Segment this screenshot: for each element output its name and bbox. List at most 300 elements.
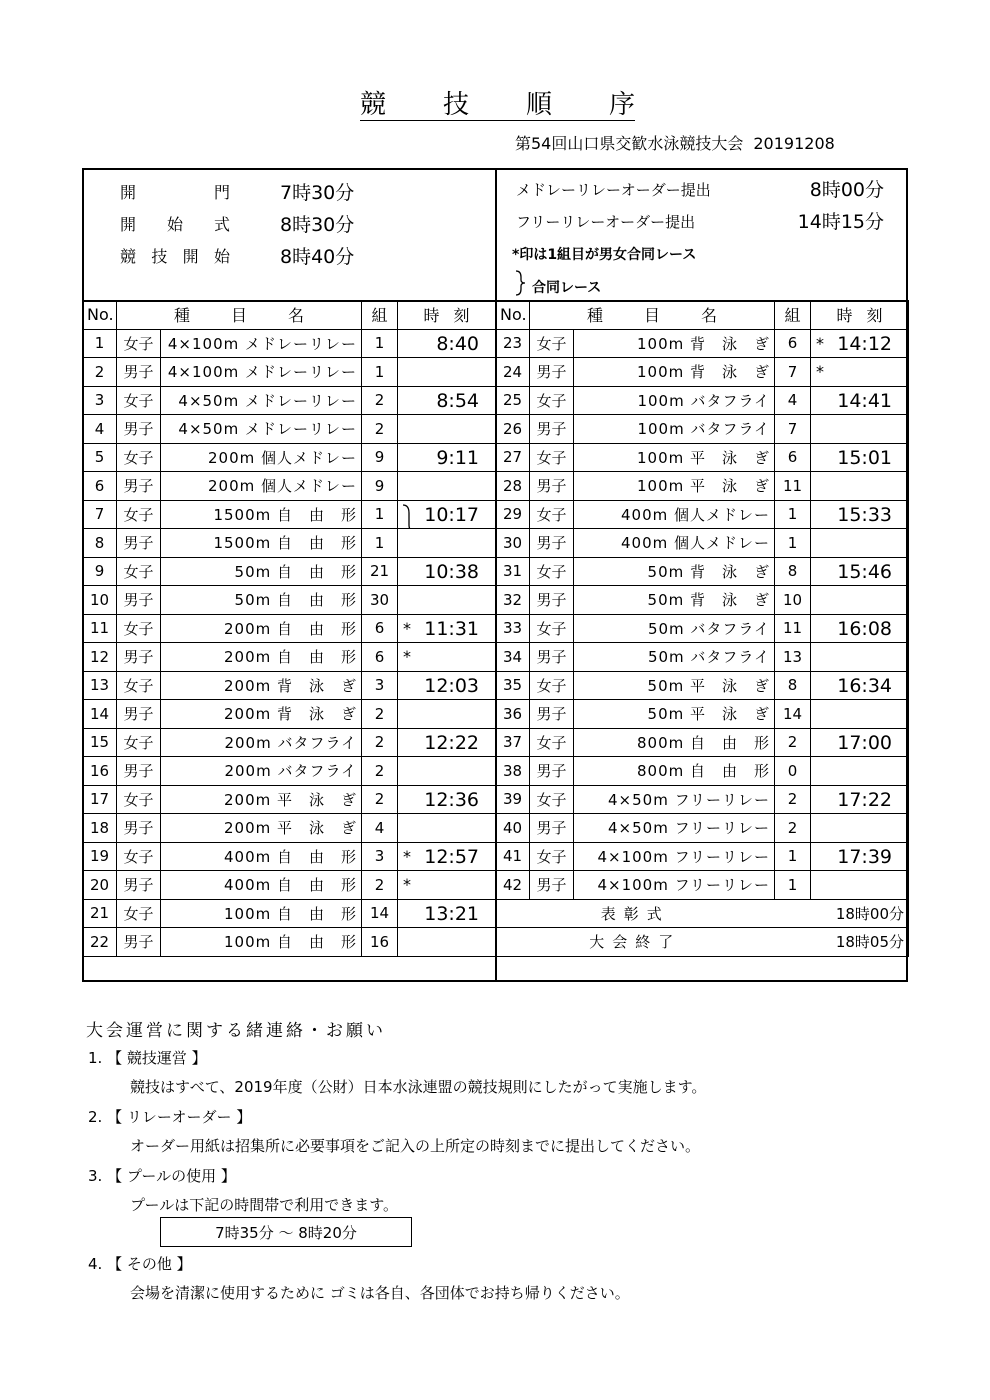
event-sex: 男子 [117, 358, 161, 387]
event-no: 20 [83, 871, 117, 900]
event-sex: 女子 [530, 443, 574, 472]
table-row [496, 586, 909, 615]
event-no: 12 [83, 643, 117, 672]
event-time-cell [398, 785, 496, 814]
event-group: 6 [362, 643, 398, 672]
table-row [496, 329, 909, 358]
event-group: 1 [775, 842, 811, 871]
event-time-cell [811, 443, 909, 472]
meet-subtitle [515, 131, 835, 154]
table-row [496, 728, 909, 757]
event-time-cell [811, 671, 909, 700]
event-time: 17:22 [837, 788, 892, 811]
event-name: 100m 自 由 形 [161, 928, 362, 957]
event-group: 1 [775, 871, 811, 900]
table-row [83, 329, 496, 358]
event-no: 19 [83, 842, 117, 871]
note-heading-1: 1. 【 競技運営 】 [88, 1049, 207, 1067]
event-time-cell [398, 614, 496, 643]
event-sex: 男子 [530, 643, 574, 672]
event-sex: 女子 [117, 728, 161, 757]
event-name: 50m 自 由 形 [161, 586, 362, 615]
event-no: 33 [496, 614, 530, 643]
event-name: 50m 背 泳 ぎ [574, 586, 775, 615]
event-group: 1 [775, 529, 811, 558]
event-name: 200m 平 泳 ぎ [161, 814, 362, 843]
event-sex: 女子 [117, 842, 161, 871]
event-group: 2 [775, 728, 811, 757]
event-sex: 女子 [117, 614, 161, 643]
event-group: 16 [362, 928, 398, 957]
event-name: 4×50m メドレーリレー [161, 415, 362, 444]
event-group: 1 [362, 329, 398, 358]
table-row [496, 643, 909, 672]
event-sex: 男子 [117, 814, 161, 843]
event-no: 15 [83, 728, 117, 757]
event-time-cell [811, 529, 909, 558]
event-name: 50m 平 泳 ぎ [574, 671, 775, 700]
event-time-cell [398, 928, 496, 957]
event-time-cell [811, 728, 909, 757]
event-sex: 男子 [530, 814, 574, 843]
event-name: 50m 自 由 形 [161, 557, 362, 586]
event-time-cell [811, 358, 909, 387]
event-time-cell [398, 871, 496, 900]
event-no: 8 [83, 529, 117, 558]
event-group: 14 [362, 899, 398, 928]
event-time: 9:11 [436, 446, 479, 469]
table-row [496, 415, 909, 444]
event-sex: 女子 [117, 329, 161, 358]
event-time-cell [811, 386, 909, 415]
event-name: 50m バタフライ [574, 614, 775, 643]
table-row [83, 415, 496, 444]
event-time-cell [398, 700, 496, 729]
event-no: 13 [83, 671, 117, 700]
event-name: 200m 個人メドレー [161, 472, 362, 501]
event-sex: 男子 [117, 928, 161, 957]
event-no: 17 [83, 785, 117, 814]
event-no: 34 [496, 643, 530, 672]
event-no: 6 [83, 472, 117, 501]
event-no: 9 [83, 557, 117, 586]
table-row [83, 386, 496, 415]
event-time-cell [398, 899, 496, 928]
event-time-cell [398, 443, 496, 472]
event-time: 16:08 [837, 617, 892, 640]
table-row [83, 814, 496, 843]
event-group: 0 [775, 757, 811, 786]
event-group: 1 [775, 500, 811, 529]
event-group: 11 [775, 614, 811, 643]
event-sex: 男子 [117, 529, 161, 558]
meet-name: 第54回山口県交歓水泳競技大会 [515, 134, 744, 153]
title-char: 序 [608, 89, 635, 120]
event-group: 6 [362, 614, 398, 643]
col-group: 組 [775, 301, 811, 330]
event-time-cell [398, 472, 496, 501]
event-group: 9 [362, 472, 398, 501]
table-row [496, 700, 909, 729]
event-time-cell [398, 386, 496, 415]
free-order-label: フリーリレーオーダー提出 [516, 213, 696, 231]
event-name: 100m 背 泳 ぎ [574, 329, 775, 358]
event-sex: 女子 [530, 785, 574, 814]
col-event: 種 目 名 [530, 301, 775, 330]
table-row [83, 671, 496, 700]
event-time-cell [811, 700, 909, 729]
event-sex: 女子 [530, 557, 574, 586]
note-heading-4: 4. 【 その他 】 [88, 1255, 192, 1273]
event-name: 100m 平 泳 ぎ [574, 443, 775, 472]
event-time-cell [398, 329, 496, 358]
event-time: 8:54 [436, 389, 479, 412]
table-row [83, 700, 496, 729]
closing-row [496, 928, 909, 957]
event-no: 25 [496, 386, 530, 415]
event-group: 8 [775, 557, 811, 586]
event-no: 2 [83, 358, 117, 387]
event-no: 16 [83, 757, 117, 786]
event-name: 1500m 自 由 形 [161, 529, 362, 558]
table-row [83, 557, 496, 586]
event-name: 200m バタフライ [161, 728, 362, 757]
table-row [83, 842, 496, 871]
event-group: 30 [362, 586, 398, 615]
free-order-time: 14時15分 [797, 211, 884, 233]
joint-race-mark: * [816, 362, 824, 381]
table-row [496, 671, 909, 700]
event-name: 4×100m フリーリレー [574, 842, 775, 871]
event-sex: 男子 [117, 472, 161, 501]
event-group: 6 [775, 329, 811, 358]
event-group: 7 [775, 358, 811, 387]
table-row [496, 814, 909, 843]
event-sex: 男子 [530, 472, 574, 501]
event-sex: 女子 [117, 443, 161, 472]
col-no: No. [496, 301, 530, 330]
event-name: 100m 平 泳 ぎ [574, 472, 775, 501]
event-name: 800m 自 由 形 [574, 757, 775, 786]
page-title [360, 84, 635, 121]
event-name: 1500m 自 由 形 [161, 500, 362, 529]
event-time: 12:36 [424, 788, 479, 811]
event-sex: 女子 [117, 557, 161, 586]
event-name: 100m バタフライ [574, 386, 775, 415]
table-row [496, 785, 909, 814]
table-row [83, 643, 496, 672]
schedule-opening-ceremony: 開 始 式 8時30分 [84, 210, 495, 236]
event-group: 2 [362, 871, 398, 900]
event-time-cell [398, 358, 496, 387]
event-group: 10 [775, 586, 811, 615]
event-name: 400m 個人メドレー [574, 529, 775, 558]
event-group: 2 [362, 415, 398, 444]
table-row [83, 899, 496, 928]
col-event: 種 目 名 [117, 301, 362, 330]
event-name: 4×50m フリーリレー [574, 785, 775, 814]
event-time: 12:57 [424, 845, 479, 868]
event-no: 14 [83, 700, 117, 729]
event-sex: 男子 [117, 586, 161, 615]
event-time-cell [398, 814, 496, 843]
title-char: 競 [360, 89, 387, 120]
event-name: 200m 背 泳 ぎ [161, 671, 362, 700]
event-no: 11 [83, 614, 117, 643]
joint-race-brace-note: 合同レース [532, 280, 602, 296]
notes-title: 大会運営に関する緒連絡・お願い [86, 1021, 386, 1041]
competition-start-time: 8時40分 [280, 246, 355, 268]
event-time-cell [811, 643, 909, 672]
event-time: 15:01 [837, 446, 892, 469]
event-group: 11 [775, 472, 811, 501]
note-heading-3: 3. 【 プールの使用 】 [88, 1167, 236, 1185]
event-no: 26 [496, 415, 530, 444]
event-no: 5 [83, 443, 117, 472]
event-name: 200m 個人メドレー [161, 443, 362, 472]
table-row [496, 386, 909, 415]
joint-race-mark: * [403, 618, 411, 638]
table-row [496, 443, 909, 472]
table-row [83, 529, 496, 558]
table-row [83, 358, 496, 387]
event-name: 100m バタフライ [574, 415, 775, 444]
event-group: 21 [362, 557, 398, 586]
event-sex: 女子 [530, 329, 574, 358]
event-name: 400m 自 由 形 [161, 871, 362, 900]
table-row [496, 472, 909, 501]
event-group: 1 [362, 358, 398, 387]
event-no: 31 [496, 557, 530, 586]
event-sex: 女子 [530, 386, 574, 415]
table-header-row [496, 301, 909, 330]
event-sex: 男子 [117, 700, 161, 729]
table-row [83, 785, 496, 814]
event-sex: 女子 [530, 728, 574, 757]
event-time-cell [398, 728, 496, 757]
event-name: 100m 背 泳 ぎ [574, 358, 775, 387]
col-group: 組 [362, 301, 398, 330]
event-group: 1 [362, 500, 398, 529]
event-name: 400m 自 由 形 [161, 842, 362, 871]
event-no: 23 [496, 329, 530, 358]
pool-hours-box: 7時35分 ～ 8時20分 [160, 1217, 412, 1247]
event-no: 18 [83, 814, 117, 843]
event-name: 50m 平 泳 ぎ [574, 700, 775, 729]
event-group: 13 [775, 643, 811, 672]
event-no: 42 [496, 871, 530, 900]
event-sex: 男子 [117, 871, 161, 900]
event-group: 4 [775, 386, 811, 415]
event-time: 15:46 [837, 560, 892, 583]
event-time-cell [811, 785, 909, 814]
closing-label: 表彰式 [496, 899, 775, 928]
event-sex: 男子 [530, 358, 574, 387]
event-time-cell [398, 415, 496, 444]
event-group: 2 [362, 700, 398, 729]
event-time: 14:12 [837, 332, 892, 355]
event-no: 35 [496, 671, 530, 700]
event-no: 30 [496, 529, 530, 558]
event-time-cell [811, 329, 909, 358]
event-time: 14:41 [837, 389, 892, 412]
table-row [83, 443, 496, 472]
event-time-cell [811, 472, 909, 501]
event-name: 4×50m フリーリレー [574, 814, 775, 843]
event-time: 17:39 [837, 845, 892, 868]
event-sex: 女子 [530, 842, 574, 871]
event-sex: 男子 [530, 586, 574, 615]
event-no: 37 [496, 728, 530, 757]
event-time-cell [398, 529, 496, 558]
event-group: 2 [362, 728, 398, 757]
event-no: 40 [496, 814, 530, 843]
table-row [496, 529, 909, 558]
event-time-cell [398, 643, 496, 672]
event-group: 2 [775, 814, 811, 843]
event-time-cell [398, 500, 496, 529]
event-time-cell [398, 671, 496, 700]
event-time-cell [811, 842, 909, 871]
col-no: No. [83, 301, 117, 330]
event-time-cell [811, 557, 909, 586]
event-time-cell [811, 814, 909, 843]
event-name: 200m 自 由 形 [161, 643, 362, 672]
event-time: 16:34 [837, 674, 892, 697]
event-name: 400m 個人メドレー [574, 500, 775, 529]
event-name: 50m 背 泳 ぎ [574, 557, 775, 586]
event-name: 200m 自 由 形 [161, 614, 362, 643]
table-row [496, 757, 909, 786]
event-no: 4 [83, 415, 117, 444]
event-group: 2 [362, 757, 398, 786]
table-row [83, 500, 496, 529]
closing-time: 18時05分 [775, 928, 909, 957]
event-sex: 女子 [117, 899, 161, 928]
table-row [496, 500, 909, 529]
note-body-3: プールは下記の時間帯で利用できます。 [130, 1196, 399, 1214]
table-row [83, 472, 496, 501]
event-sex: 男子 [117, 643, 161, 672]
event-sex: 女子 [530, 671, 574, 700]
event-time-cell [811, 871, 909, 900]
event-group: 4 [362, 814, 398, 843]
event-no: 7 [83, 500, 117, 529]
table-row [496, 557, 909, 586]
event-name: 4×100m メドレーリレー [161, 329, 362, 358]
event-no: 1 [83, 329, 117, 358]
opening-ceremony-time: 8時30分 [280, 214, 355, 236]
table-row [496, 358, 909, 387]
event-group: 3 [362, 842, 398, 871]
event-time: 8:40 [436, 332, 479, 355]
event-time: 12:22 [424, 731, 479, 754]
medley-order-time: 8時00分 [809, 179, 884, 201]
event-group: 3 [362, 671, 398, 700]
event-name: 4×50m メドレーリレー [161, 386, 362, 415]
col-time: 時 刻 [811, 301, 909, 330]
joint-race-mark: * [403, 846, 411, 866]
event-no: 38 [496, 757, 530, 786]
table-row [496, 871, 909, 900]
event-name: 200m 背 泳 ぎ [161, 700, 362, 729]
event-name: 100m 自 由 形 [161, 899, 362, 928]
event-no: 22 [83, 928, 117, 957]
table-row [83, 757, 496, 786]
closing-row [496, 899, 909, 928]
table-row [83, 586, 496, 615]
event-no: 27 [496, 443, 530, 472]
table-row [83, 928, 496, 957]
event-no: 39 [496, 785, 530, 814]
event-group: 7 [775, 415, 811, 444]
note-heading-2: 2. 【 リレーオーダー 】 [88, 1108, 252, 1126]
note-body-4: 会場を清潔に使用するために ゴミは各自、各団体でお持ち帰りください。 [130, 1284, 630, 1302]
brace-icon [514, 270, 526, 296]
event-sex: 男子 [117, 415, 161, 444]
event-group: 2 [775, 785, 811, 814]
event-sex: 女子 [117, 785, 161, 814]
event-sex: 男子 [117, 757, 161, 786]
medley-order-label: メドレーリレーオーダー提出 [516, 181, 711, 199]
event-sex: 男子 [530, 529, 574, 558]
title-char: 順 [525, 89, 552, 120]
closing-time: 18時00分 [775, 899, 909, 928]
event-sex: 女子 [117, 671, 161, 700]
event-group: 2 [362, 386, 398, 415]
event-no: 29 [496, 500, 530, 529]
event-group: 14 [775, 700, 811, 729]
events-table-left [82, 300, 496, 957]
title-char: 技 [442, 89, 469, 120]
schedule-competition-start: 競 技 開 始 8時40分 [84, 242, 495, 268]
event-group: 6 [775, 443, 811, 472]
event-name: 4×100m メドレーリレー [161, 358, 362, 387]
event-sex: 女子 [530, 614, 574, 643]
joint-race-mark: * [403, 875, 411, 894]
event-time: 17:00 [837, 731, 892, 754]
event-group: 8 [775, 671, 811, 700]
event-no: 36 [496, 700, 530, 729]
event-sex: 女子 [117, 500, 161, 529]
event-sex: 男子 [530, 757, 574, 786]
table-header-row [83, 301, 496, 330]
events-table-right [495, 300, 909, 957]
event-time: 15:33 [837, 503, 892, 526]
table-row [496, 842, 909, 871]
event-time-cell [811, 586, 909, 615]
event-sex: 男子 [530, 415, 574, 444]
event-time-cell [811, 614, 909, 643]
event-no: 10 [83, 586, 117, 615]
table-row [83, 614, 496, 643]
event-no: 3 [83, 386, 117, 415]
gate-open-time: 7時30分 [280, 182, 355, 204]
table-row [83, 728, 496, 757]
event-time: 12:03 [424, 674, 479, 697]
meet-date: 20191208 [753, 134, 835, 153]
event-no: 21 [83, 899, 117, 928]
schedule-gate-open: 開 門 7時30分 [84, 178, 495, 204]
event-no: 32 [496, 586, 530, 615]
event-group: 9 [362, 443, 398, 472]
event-time-cell [398, 557, 496, 586]
table-row [496, 614, 909, 643]
event-sex: 女子 [530, 500, 574, 529]
event-group: 1 [362, 529, 398, 558]
note-body-1: 競技はすべて、2019年度（公財）日本水泳連盟の競技規則にしたがって実施します。 [130, 1078, 707, 1096]
joint-race-mark: * [403, 647, 411, 666]
